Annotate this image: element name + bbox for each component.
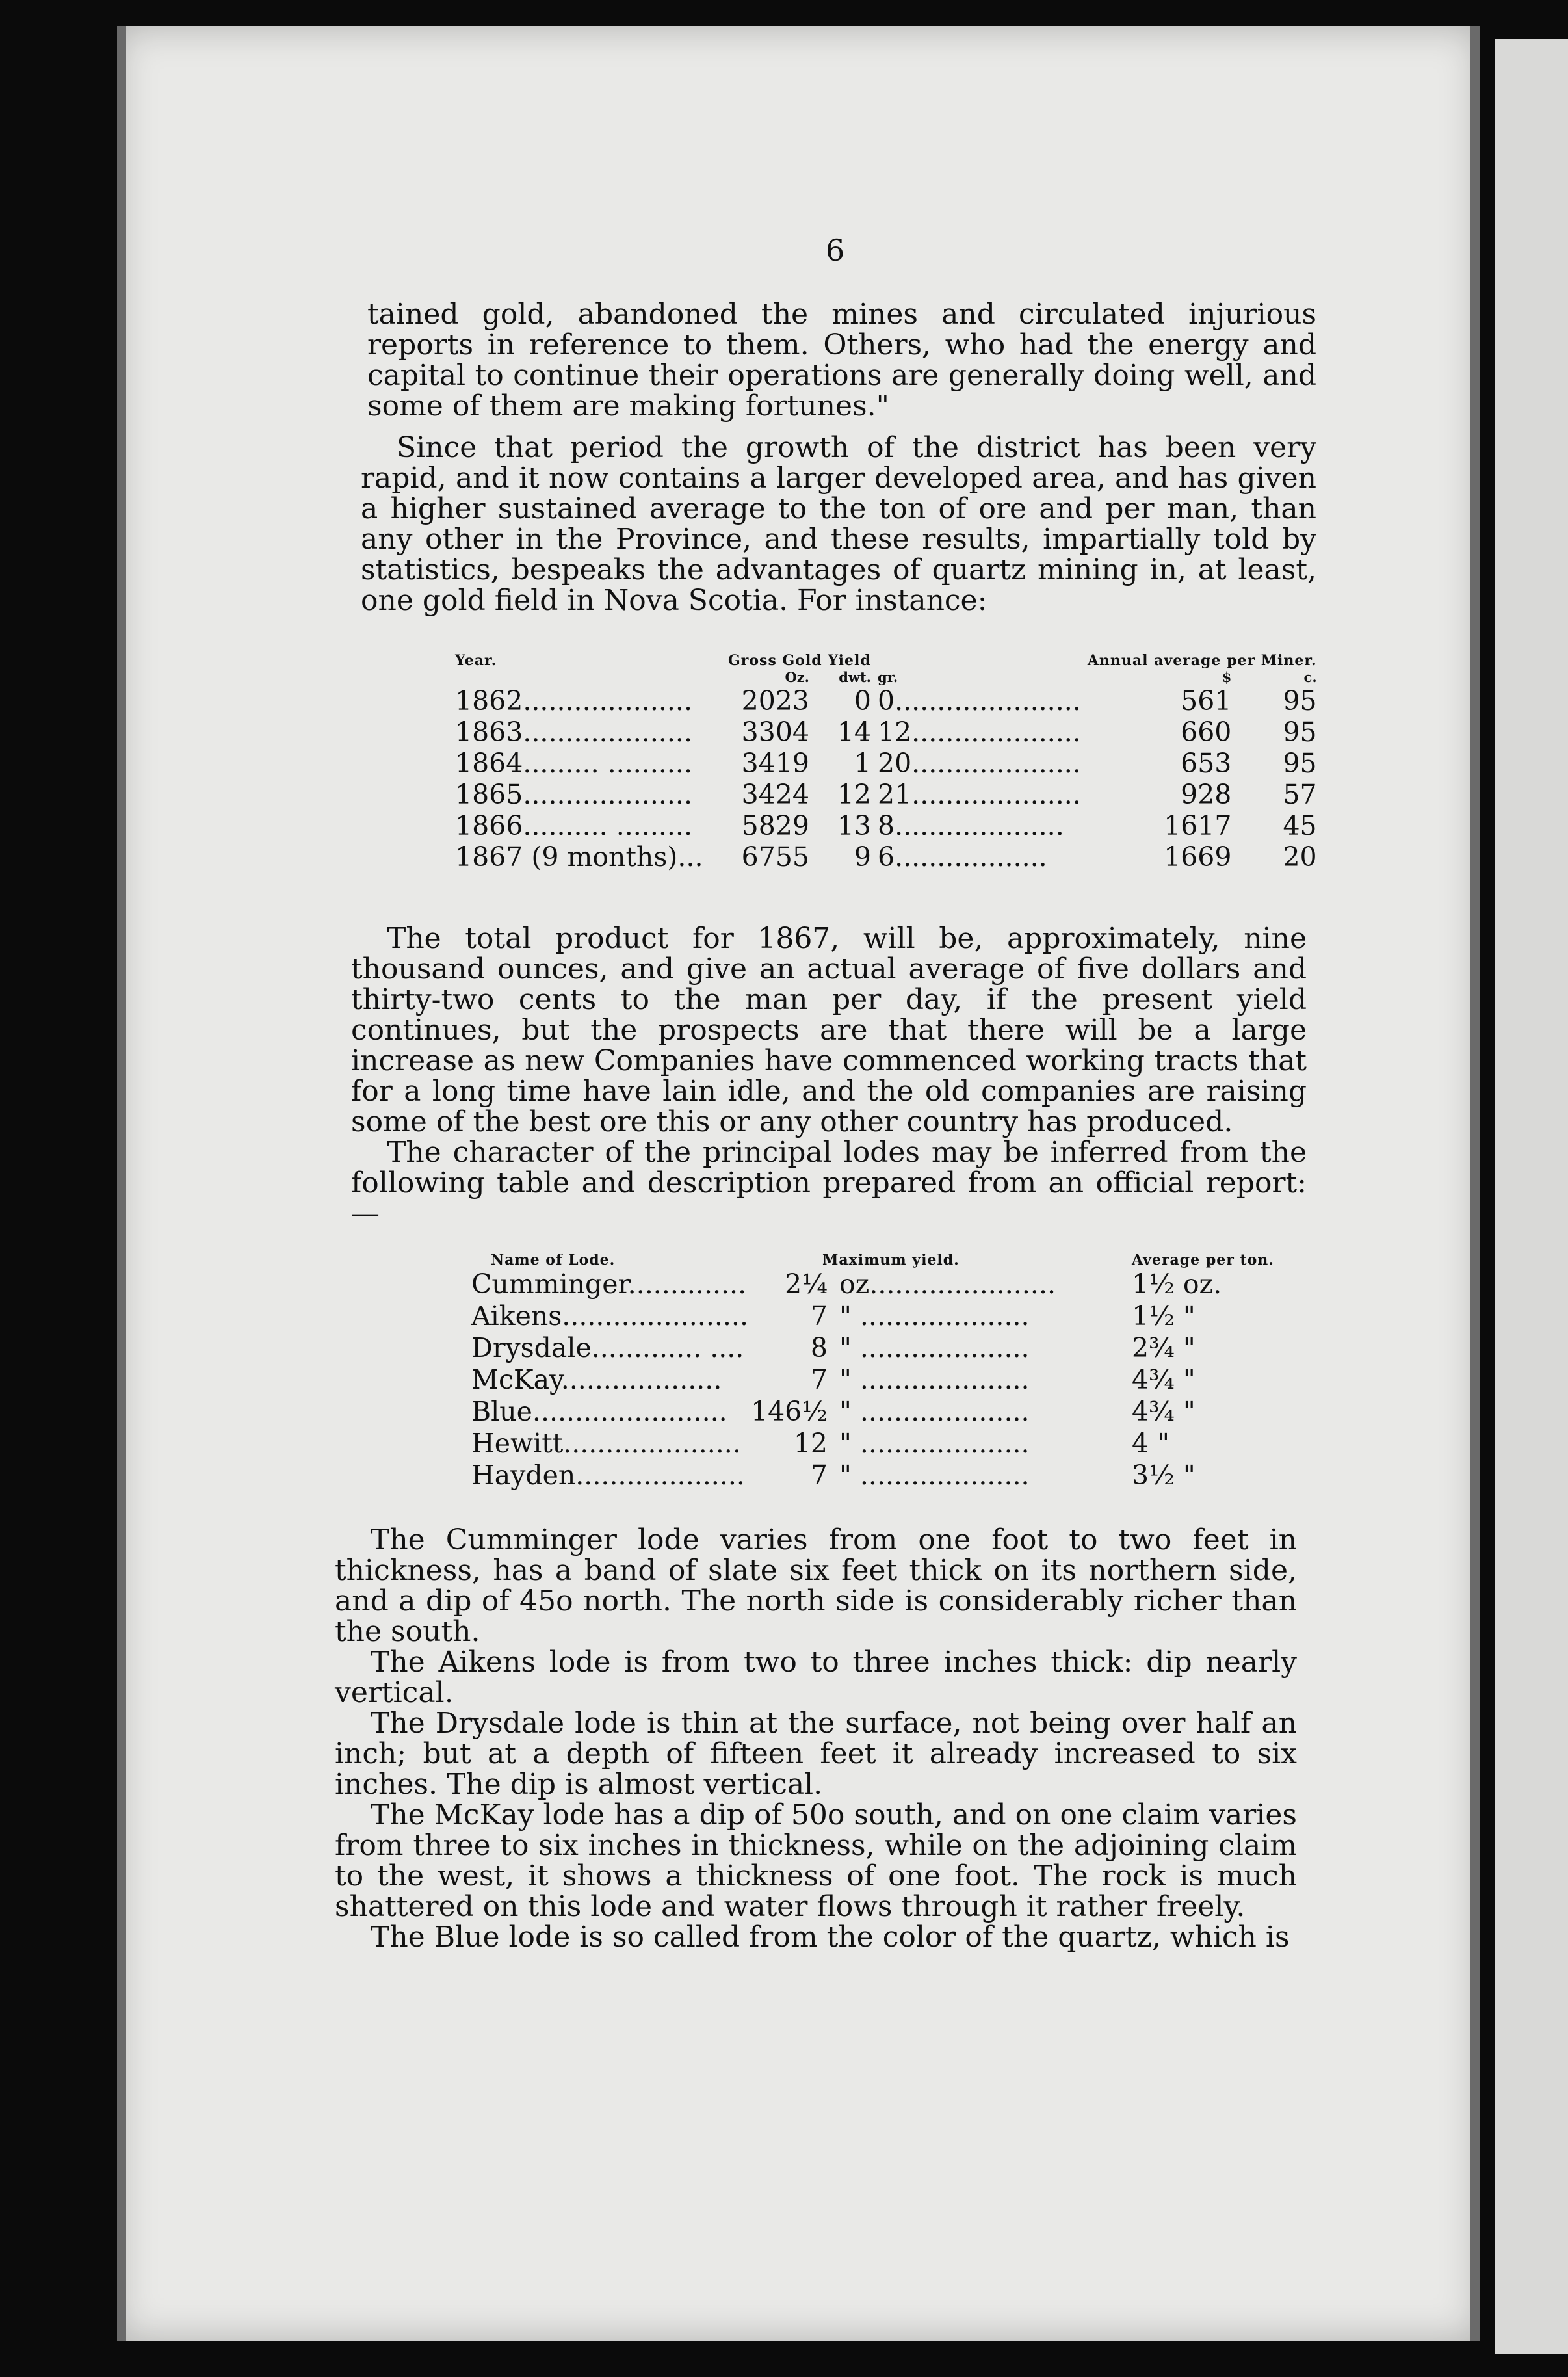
cell-oz: 5829: [741, 810, 809, 841]
paragraph: Since that period the growth of the district has been very rapid, and it now contains a larger developed area, and has given a higher sustained average to the ton of ore and per man, than any other in the Province, and these results, impartially told by statistics, bespeaks the advantages of quartz mining in, at least, one gold field in Nova Scotia. For instance:: [361, 431, 1316, 617]
cell-dollars: 1669: [1164, 841, 1232, 873]
cell-dollars: 561: [1181, 685, 1232, 716]
paragraph: The character of the principal lodes may be inferred from the following table and description prepared from an official report:—: [351, 1136, 1307, 1230]
cell-dollars: 653: [1181, 748, 1232, 779]
cell-cents: 95: [1283, 748, 1317, 779]
cell-gr: 21....................: [878, 779, 1081, 810]
cell-year: 1865....................: [455, 779, 692, 810]
cell-average: 3½ ": [1132, 1460, 1196, 1491]
text-block-lode-descriptions: [335, 1525, 1297, 1952]
cell-unit: oz......................: [839, 1268, 1056, 1300]
cell-lode-name: McKay...................: [471, 1364, 722, 1395]
subheader-oz: Oz.: [785, 669, 809, 685]
table-row: [455, 748, 1317, 779]
cell-unit: " ....................: [839, 1300, 1030, 1332]
cell-year: 1864......... ..........: [455, 748, 692, 779]
text-block-continuation: [367, 299, 1316, 421]
paragraph: The total product for 1867, will be, approximately, nine thousand ounces, and give an actual average of five dollars and thirty-two cents to the man per day, if the present yield continues, but the prospects are that there will be a large increase as new Companies have commenced working tracts that for a long time have lain idle, and the old companies are raising some of the best ore this or any other country has produced.: [351, 922, 1307, 1138]
paragraph: tained gold, abandoned the mines and circulated injurious reports in reference to them. Others, who had the energy and capital to continue their operations are generally doing well, and some of them are making fortunes.": [367, 298, 1316, 423]
cell-dollars: 1617: [1164, 810, 1232, 841]
cell-unit: " ....................: [839, 1396, 1030, 1427]
cell-lode-name: Cumminger..............: [471, 1268, 747, 1300]
subheader-gr: gr.: [878, 669, 898, 685]
table-row: [455, 716, 1317, 748]
subheader-dollar: $: [1222, 669, 1232, 685]
cell-dwt: 1: [854, 748, 871, 779]
cell-average: 4¾ ": [1132, 1396, 1196, 1427]
cell-dwt: 12: [837, 779, 871, 810]
table-row: [471, 1428, 1274, 1460]
cell-oz: 2023: [741, 685, 809, 716]
paragraph: The McKay lode has a dip of 50o south, and on one claim varies from three to six inches in thickness, while on the adjoining claim to the west, it shows a thickness of one foot. The rock is much shattered on this lode and water flows through it rather freely.: [335, 1798, 1297, 1923]
table-row: [471, 1268, 1274, 1300]
cell-gr: 12....................: [878, 716, 1081, 748]
cell-max-yield: 146½: [751, 1396, 828, 1427]
cell-lode-name: Aikens......................: [471, 1300, 748, 1332]
gold-yield-table: [455, 652, 1317, 873]
header-year: Year.: [455, 652, 497, 669]
table-row: [455, 779, 1317, 810]
header-maximum-yield: Maximum yield.: [822, 1252, 960, 1268]
header-lode-name: Name of Lode.: [491, 1252, 616, 1268]
subheader-cents: c.: [1303, 669, 1317, 685]
cell-max-yield: 7: [810, 1460, 828, 1491]
cell-dollars: 928: [1181, 779, 1232, 810]
cell-lode-name: Hayden....................: [471, 1460, 745, 1491]
cell-year: 1866.......... .........: [455, 810, 692, 841]
cell-gr: 20....................: [878, 748, 1081, 779]
cell-average: 4¾ ": [1132, 1364, 1196, 1395]
cell-year: 1862....................: [455, 685, 692, 716]
paragraph: The Aikens lode is from two to three inches thick: dip nearly vertical.: [335, 1646, 1297, 1709]
paragraph: The Cumminger lode varies from one foot to two feet in thickness, has a band of slate six feet thick on its northern side, and a dip of 45o north. The north side is considerably richer than the south.: [335, 1523, 1297, 1648]
cell-average: 1½ ": [1132, 1300, 1196, 1332]
cell-oz: 6755: [741, 841, 809, 873]
cell-cents: 20: [1283, 841, 1317, 873]
subheader-dwt: dwt.: [839, 669, 871, 685]
cell-max-yield: 8: [810, 1332, 828, 1363]
adjacent-page-strip: [1495, 39, 1568, 2354]
cell-unit: " ....................: [839, 1460, 1030, 1491]
cell-dollars: 660: [1181, 716, 1232, 748]
table-row: [471, 1396, 1274, 1428]
lode-table: [471, 1252, 1274, 1491]
table-row: [455, 810, 1317, 841]
cell-dwt: 13: [837, 810, 871, 841]
table-row: [471, 1332, 1274, 1364]
cell-cents: 57: [1283, 779, 1317, 810]
header-annual-average: Annual average per Miner.: [1087, 652, 1317, 669]
cell-lode-name: Drysdale............. ....: [471, 1332, 744, 1363]
cell-gr: 8....................: [878, 810, 1064, 841]
table-row: [455, 685, 1317, 716]
table-header-row: [455, 652, 1317, 669]
table-subheader-row: [455, 669, 1317, 685]
cell-max-yield: 12: [793, 1428, 828, 1459]
table-row: [471, 1300, 1274, 1332]
cell-lode-name: Blue.......................: [471, 1396, 727, 1427]
cell-lode-name: Hewitt.....................: [471, 1428, 741, 1459]
cell-dwt: 9: [854, 841, 871, 873]
cell-gr: 6..................: [878, 841, 1047, 873]
cell-max-yield: 2¼: [785, 1268, 828, 1300]
table-row: [471, 1364, 1274, 1396]
cell-cents: 95: [1283, 716, 1317, 748]
cell-cents: 95: [1283, 685, 1317, 716]
cell-unit: " ....................: [839, 1332, 1030, 1363]
cell-average: 1½ oz.: [1132, 1268, 1222, 1300]
header-average-per-ton: Average per ton.: [1132, 1252, 1274, 1268]
cell-gr: 0......................: [878, 685, 1081, 716]
cell-unit: " ....................: [839, 1364, 1030, 1395]
page-left-edge: [117, 26, 126, 2341]
paragraph: The Drysdale lode is thin at the surface, not being over half an inch; but at a depth of fifteen feet it already increased to six inches. The dip is almost vertical.: [335, 1707, 1297, 1801]
table-row: [471, 1460, 1274, 1491]
cell-cents: 45: [1283, 810, 1317, 841]
cell-year: 1867 (9 months)...: [455, 841, 703, 873]
cell-average: 4 ": [1132, 1428, 1169, 1459]
text-block-growth: [361, 432, 1316, 616]
cell-dwt: 0: [854, 685, 871, 716]
table-row: [455, 841, 1317, 873]
cell-dwt: 14: [837, 716, 871, 748]
paragraph: The Blue lode is so called from the color of the quartz, which is: [371, 1921, 1290, 1954]
text-block-total-product: [351, 923, 1307, 1229]
header-gross-gold-yield: Gross Gold Yield: [728, 652, 871, 669]
page-right-edge: [1470, 26, 1480, 2341]
cell-oz: 3304: [741, 716, 809, 748]
cell-average: 2¾ ": [1132, 1332, 1196, 1363]
cell-oz: 3424: [741, 779, 809, 810]
page-number: 6: [826, 233, 845, 268]
cell-oz: 3419: [741, 748, 809, 779]
cell-max-yield: 7: [810, 1364, 828, 1395]
table-header-row: [471, 1252, 1274, 1268]
cell-unit: " ....................: [839, 1428, 1030, 1459]
cell-year: 1863....................: [455, 716, 692, 748]
cell-max-yield: 7: [810, 1300, 828, 1332]
